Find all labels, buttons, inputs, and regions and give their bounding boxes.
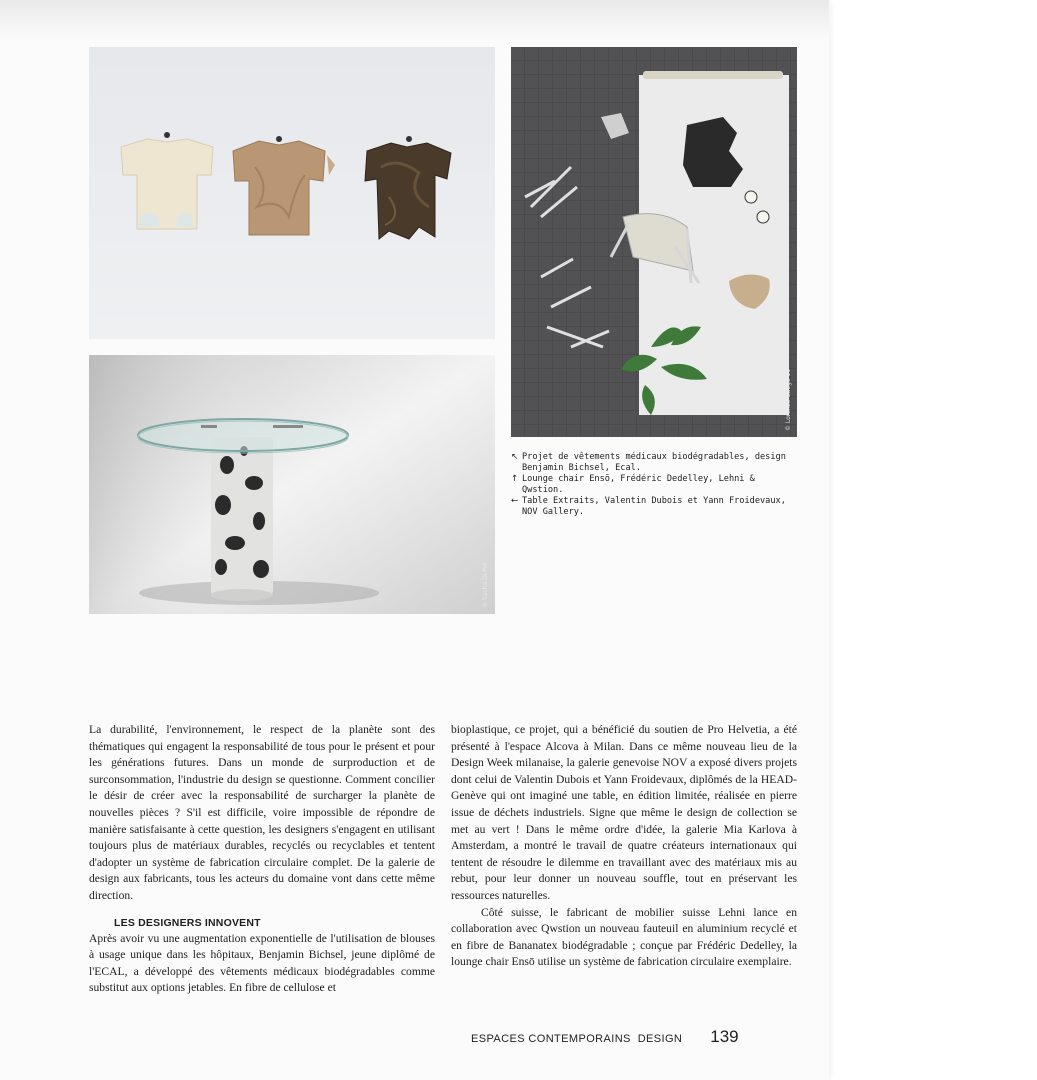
- photo-credit-chair: © Lorenzo Cuogo 11: [785, 368, 792, 431]
- photo-captions: [511, 452, 801, 517]
- article-intro: La durabilité, l'environnement, le respect de la planète sont des thématiques qui engagent la responsabilité de tous pour le présent et pour les générations futures. Dans un monde de surproduction et de surconsommation, l'industrie du design se questionne. Comment concilier le désir de créer avec la responsabilité de surcharger la planète de nouvelles pièces ? S'il est difficile, voire impossible de répondre de manière satisfaisante à cette question, les designers s'engagent en utilisant toujours plus de matériaux durables, recyclés ou recyclables et tentent d'adopter un système de fabrication circulaire complet. De la galerie de design aux fabricants, tous les acteurs du domaine vont dans cette même direction.: [89, 723, 435, 902]
- chair-flatlay-illustration: [511, 47, 797, 437]
- caption-text: Table Extraits, Valentin Dubois et Yann Froidevaux, NOV Gallery.: [522, 495, 786, 517]
- photo-medical-garments: [89, 47, 495, 339]
- caption-item: [511, 474, 801, 496]
- article-paragraph: Après avoir vu une augmentation exponentielle de l'utilisation de blouses à usage unique dans les hôpitaux, Benjamin Bichsel, jeune diplômé de l'ECAL, a développé des vêtements médicaux biodégradables comme substitut aux options jetables. En fibre de cellulose et: [89, 931, 435, 995]
- caption-text: Lounge chair Ensō, Frédéric Dedelley, Lehni & Qwstion.: [522, 473, 755, 495]
- page-number: 139: [710, 1027, 739, 1046]
- page-footer: [471, 1027, 739, 1047]
- running-head: ESPACES CONTEMPORAINS DESIGN: [471, 1033, 683, 1045]
- photo-credit-table: © Sacha Di Poi: [482, 562, 489, 608]
- article-paragraph: Côté suisse, le fabricant de mobilier suisse Lehni lance en collaboration avec Qwstion un nouveau fauteuil en aluminium recyclé et en fibre de Bananatex biodégradable ; conçue par Frédéric Dedelley, la lounge chair Ensō utilise un système de fabrication circulaire exemplaire.: [451, 905, 797, 969]
- article-column-right: [451, 722, 797, 971]
- caption-text: Projet de vêtements médicaux biodégradables, design Benjamin Bichsel, Ecal.: [522, 452, 786, 473]
- caption-item: [511, 496, 801, 518]
- caption-item: [511, 452, 801, 474]
- arrow-up-icon: ↑: [511, 473, 519, 484]
- photo-stone-table: [89, 355, 495, 614]
- article-column-left: [89, 722, 435, 997]
- garments-illustration: [89, 47, 495, 339]
- arrow-left-icon: ←: [511, 495, 519, 506]
- table-illustration: [89, 355, 495, 614]
- photo-lounge-chair: [511, 47, 797, 437]
- arrow-up-left-icon: ↖: [511, 452, 519, 462]
- section-heading: LES DESIGNERS INNOVENT: [114, 916, 261, 929]
- article-paragraph: bioplastique, ce projet, qui a bénéficié du soutien de Pro Helvetia, a été présenté à l'espace Alcova à Milan. Dans ce même nouveau lieu de la Design Week milanaise, la galerie genevoise NOV a exposé divers projets dont celui de Valentin Dubois et Yann Froidevaux, diplômés de la HEAD-Genève qui ont imaginé une table, en édition limitée, réalisée en pierre issue de déchets industriels. Signe que même le design de collection se met au vert ! Dans le même ordre d'idée, la galerie Mia Karlova à Amsterdam, a montré le travail de quatre créateurs internationaux qui tentent de résoudre le dilemme en travaillant avec des matériaux mis au rebut, pour leur donner un nouveau souffle, tout en préservant les ressources naturelles.: [451, 723, 797, 902]
